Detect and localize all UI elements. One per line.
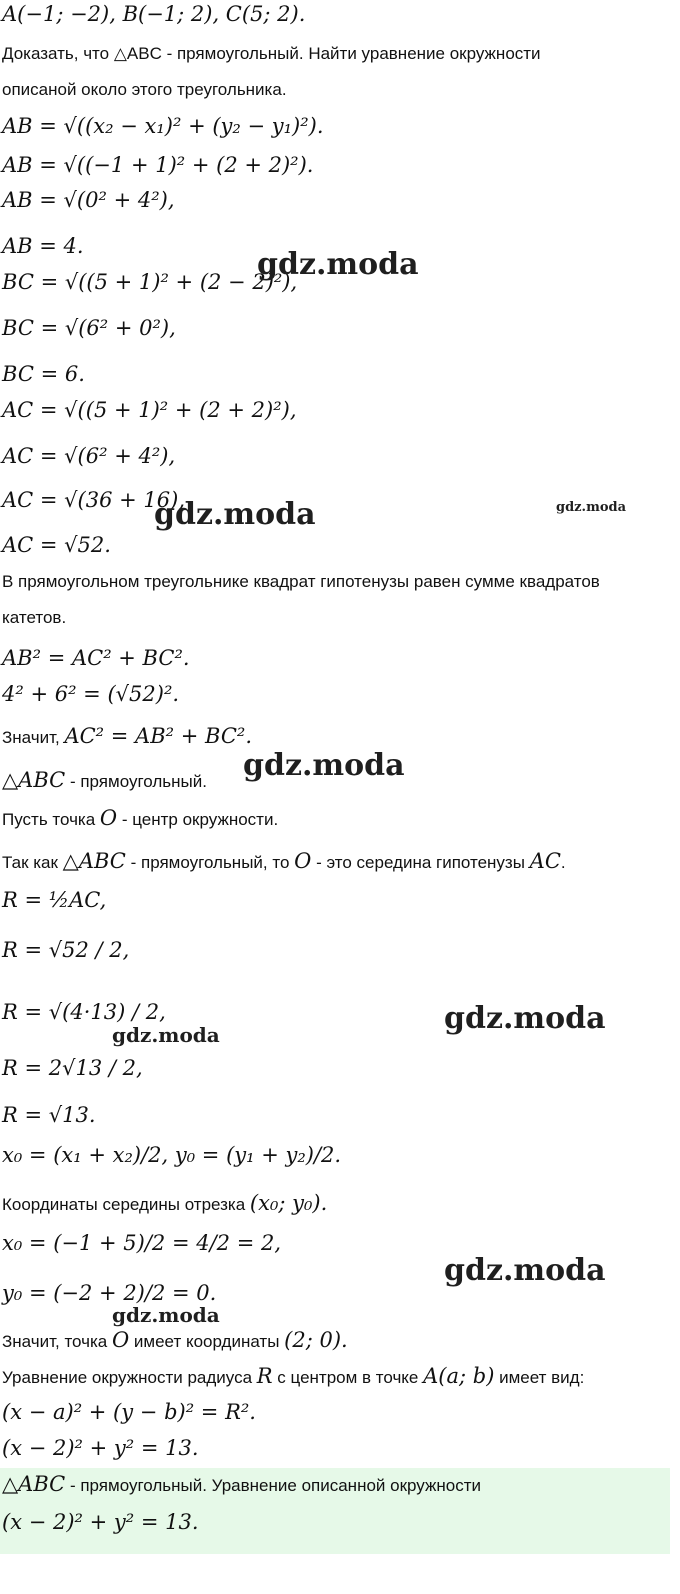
answer-triangle: △ABC xyxy=(2,1472,66,1496)
circle-eq-intro xyxy=(2,1366,584,1387)
circle-eq-general: (x − a)² + (y − b)² = R². xyxy=(2,1400,256,1424)
formula-ac-sum: AC = √(36 + 16), xyxy=(2,488,186,512)
radius-2sqrt13: R = 2√13 / 2, xyxy=(2,1056,143,1080)
answer-text: - прямоугольный. Уравнение описанной окружности xyxy=(65,1476,481,1495)
pythagoras-check: 4² + 6² = (√52)². xyxy=(2,682,180,706)
watermark: gdz.moda xyxy=(556,500,627,515)
theorem-text-1: В прямоугольном треугольнике квадрат гипотенузы равен сумме квадратов xyxy=(2,572,600,591)
given-points: A(−1; −2), B(−1; 2), C(5; 2). xyxy=(2,2,306,26)
watermark: gdz.moda xyxy=(112,1023,220,1047)
radius-half-ac: R = ½AC, xyxy=(2,888,107,912)
watermark: gdz.moda xyxy=(444,1001,606,1036)
ce-text-2: с центром в точке xyxy=(272,1368,424,1387)
hyp-text-1: Так как xyxy=(2,853,63,872)
hyp-text-2: - прямоугольный, то xyxy=(125,853,295,872)
formula-bc-squares: BC = √(6² + 0²), xyxy=(2,316,176,340)
watermark: gdz.moda xyxy=(243,748,405,783)
cc-text-2: имеет координаты xyxy=(129,1332,285,1351)
hyp-ac: AC xyxy=(529,849,561,873)
right-triangle-text: - прямоугольный. xyxy=(65,772,207,791)
pythagoras-formula: AB² = AC² + BC². xyxy=(2,646,190,670)
hyp-point-o: O xyxy=(294,849,312,873)
hypotenuse-line xyxy=(2,851,566,872)
x0-calc: x₀ = (−1 + 5)/2 = 4/2 = 2, xyxy=(2,1231,282,1255)
formula-ab-squares: AB = √(0² + 4²), xyxy=(2,188,175,212)
cc-text-1: Значит, точка xyxy=(2,1332,112,1351)
center-text-1: Пусть точка xyxy=(2,810,100,829)
center-point-o: O xyxy=(99,806,118,830)
center-text-2: - центр окружности. xyxy=(117,810,279,829)
radius-sqrt-4x13: R = √(4·13) / 2, xyxy=(2,1000,166,1024)
formula-ac-subst: AC = √((5 + 1)² + (2 + 2)²), xyxy=(2,398,297,422)
circle-eq-specific: (x − 2)² + y² = 13. xyxy=(2,1436,199,1460)
ce-r: R xyxy=(256,1364,273,1388)
ce-text-1: Уравнение окружности радиуса xyxy=(2,1368,257,1387)
triangle-symbol: △ABC xyxy=(2,768,66,792)
task-text-2: описаной около этого треугольника. xyxy=(2,80,287,99)
conclusion-line xyxy=(2,726,252,747)
midpoint-coords-line xyxy=(2,1193,327,1214)
task-text-1: Доказать, что △ABC - прямоугольный. Найти уравнение окружности xyxy=(2,44,541,63)
radius-sqrt52: R = √52 / 2, xyxy=(2,938,130,962)
midpoint-text: Координаты середины отрезка xyxy=(2,1195,250,1214)
center-line xyxy=(2,808,278,829)
hyp-period: . xyxy=(560,853,566,872)
formula-bc-result: BC = 6. xyxy=(2,362,85,386)
formula-ab-subst: AB = √((−1 + 1)² + (2 + 2)²). xyxy=(2,153,314,177)
cc-coords: (2; 0). xyxy=(284,1328,348,1352)
watermark: gdz.moda xyxy=(444,1253,606,1288)
formula-ab-general: AB = √((x₂ − x₁)² + (y₂ − y₁)²). xyxy=(2,114,324,138)
answer-line-1 xyxy=(2,1474,481,1495)
ce-text-3: имеет вид: xyxy=(494,1368,585,1387)
conclusion-formula: AC² = AB² + BC². xyxy=(64,724,252,748)
right-triangle-line xyxy=(2,770,207,791)
hyp-triangle: △ABC xyxy=(62,849,126,873)
watermark: gdz.moda xyxy=(257,247,419,282)
theorem-text-2: катетов. xyxy=(2,608,67,627)
formula-bc-subst: BC = √((5 + 1)² + (2 − 2)²), xyxy=(2,270,298,294)
y0-calc: y₀ = (−2 + 2)/2 = 0. xyxy=(2,1281,217,1305)
watermark: gdz.moda xyxy=(112,1303,220,1327)
center-coords-line xyxy=(2,1330,348,1351)
formula-ab-result: AB = 4. xyxy=(2,234,84,258)
formula-ac-result: AC = √52. xyxy=(2,533,111,557)
answer-equation: (x − 2)² + y² = 13. xyxy=(2,1510,199,1534)
cc-point-o: O xyxy=(111,1328,130,1352)
radius-result: R = √13. xyxy=(2,1103,96,1127)
formula-ac-squares: AC = √(6² + 4²), xyxy=(2,444,176,468)
watermark: gdz.moda xyxy=(154,497,316,532)
midpoint-coords: (x₀; y₀). xyxy=(249,1191,328,1215)
conclusion-prefix: Значит, xyxy=(2,728,65,747)
ce-point-a: A(a; b) xyxy=(423,1364,495,1388)
midpoint-formula: x₀ = (x₁ + x₂)/2, y₀ = (y₁ + y₂)/2. xyxy=(2,1143,342,1167)
hyp-text-3: - это середина гипотенузы xyxy=(311,853,530,872)
